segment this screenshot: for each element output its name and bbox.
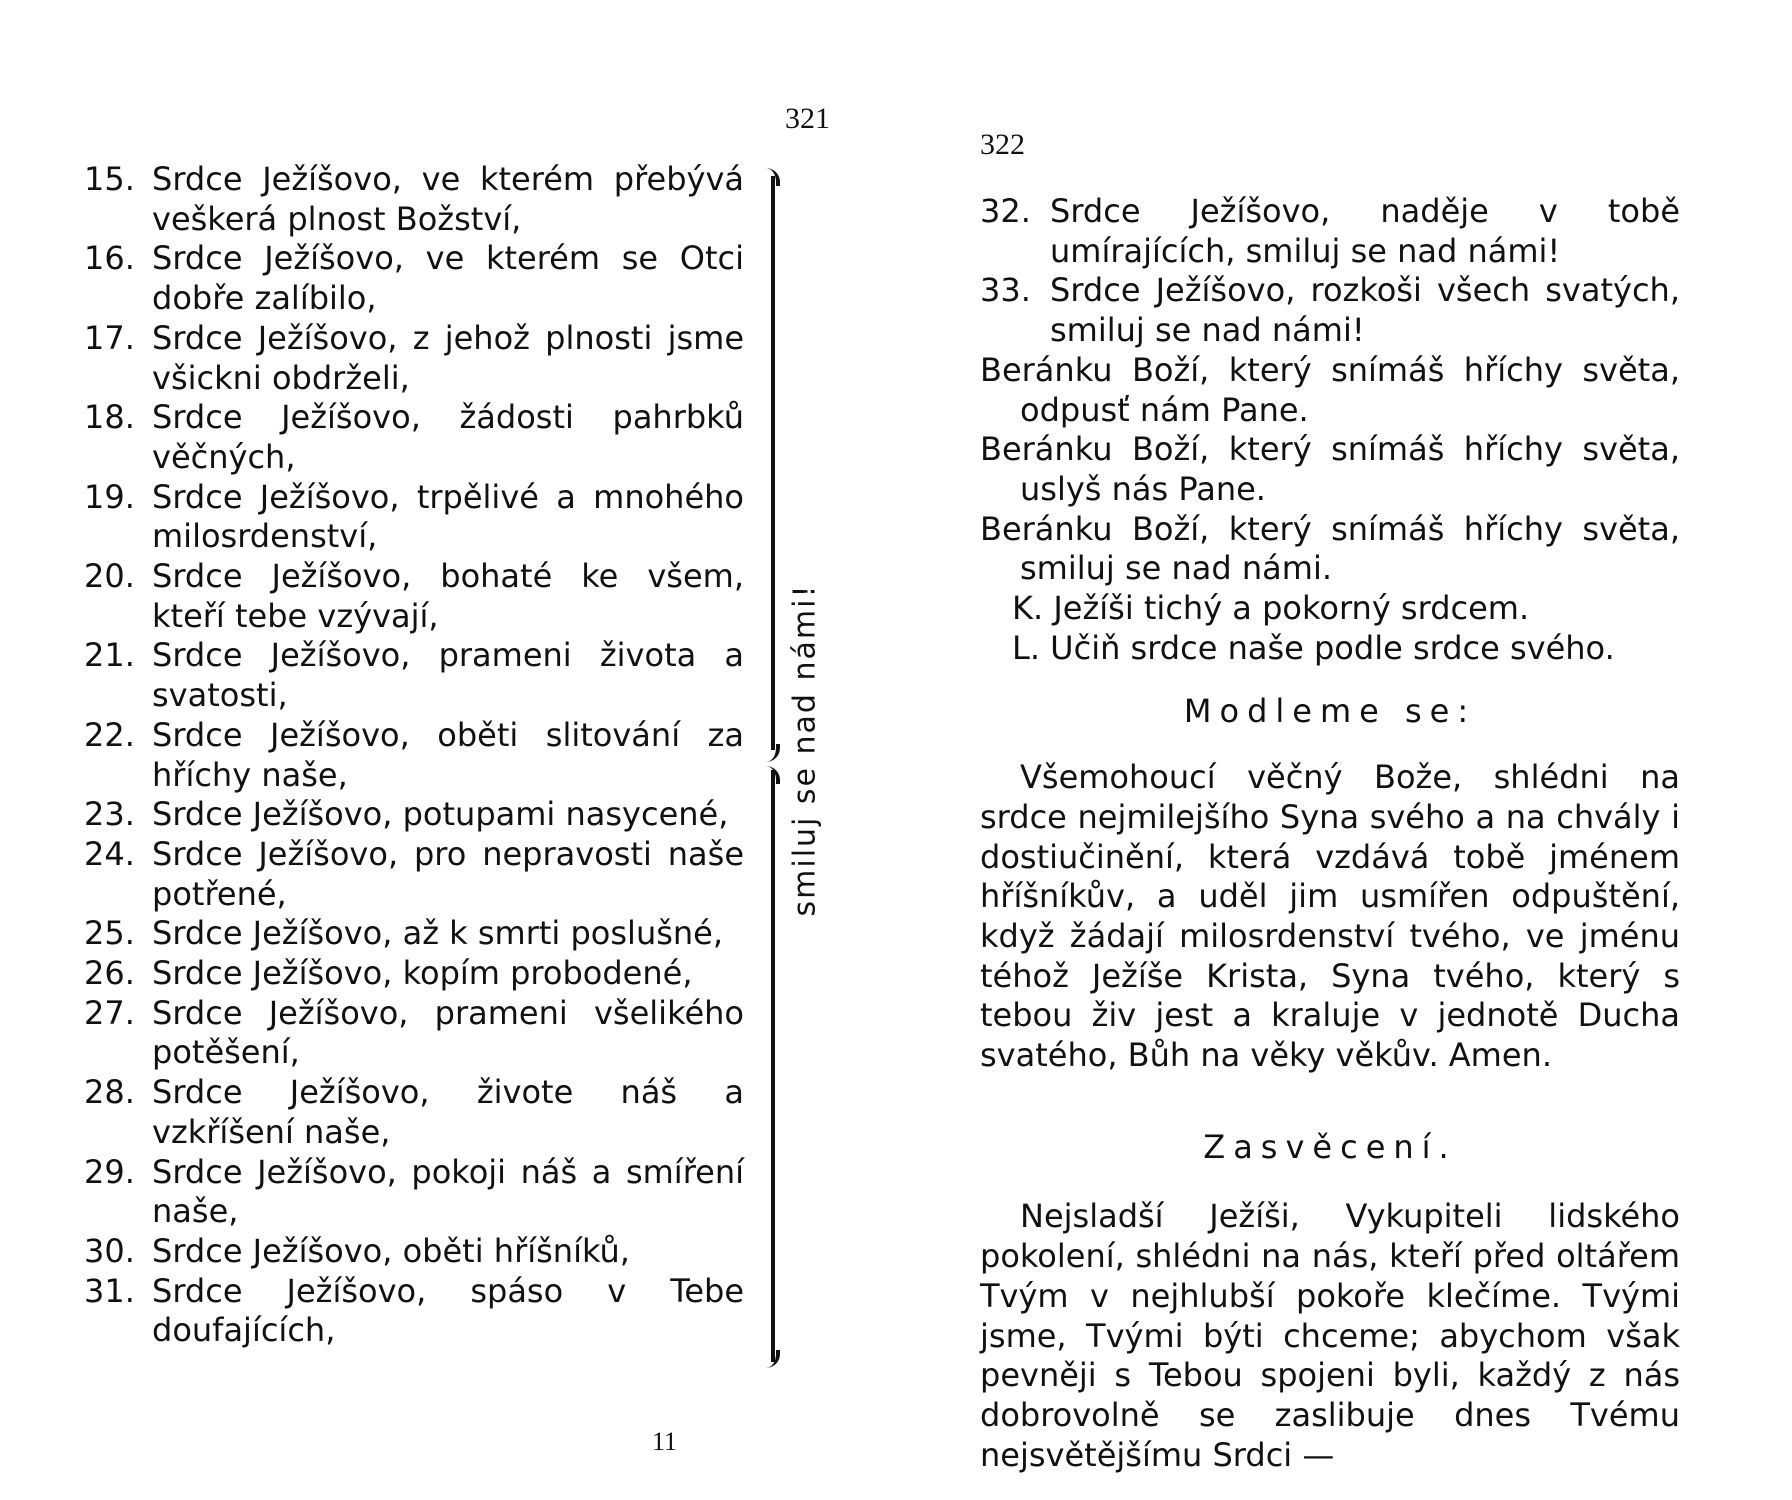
invocation-number: 27.: [84, 993, 135, 1032]
invocation-item: [84, 557, 744, 636]
consecration-heading: Zasvěcení.: [1203, 1127, 1457, 1166]
invocation-text: Srdce Ježíšovo, ve kterém přebývá veškerá plnost Božství,: [152, 160, 744, 238]
invocation-item: [84, 914, 744, 954]
invocation-text: Srdce Ježíšovo, až k smrti poslušné,: [152, 914, 724, 953]
invocation-item: [84, 954, 744, 994]
invocation-number: 20.: [84, 557, 135, 596]
invocation-text: Srdce Ježíšovo, pokoji náš a smíření naše,: [152, 1152, 744, 1231]
invocation-text: Srdce Ježíšovo, kopím probodené,: [152, 954, 693, 993]
prayer-paragraph: Všemohoucí věčný Bože, shlédni na srdce nejmilejšího Syna svého a na chvály i dostiučinění, která vzdává tobě jménem hříšníkův, a uděl jim usmířen odpuštění, když žádají milosrdenství tvého, ve jménu téhož Ježíše Krista, Syna tvého, který s tebou živ jest a kraluje v jednotě Ducha svatého, Bůh na věky věkův. Amen.: [980, 758, 1680, 1075]
brace-middle-hook: [764, 744, 780, 762]
invocation-text: Srdce Ježíšovo, oběti slitování za hříchy naše,: [152, 715, 744, 794]
invocation-number: 24.: [84, 834, 135, 873]
invocation-item: [84, 835, 744, 914]
invocation-number: 32.: [980, 192, 1031, 230]
invocation-text: Srdce Ježíšovo, potupami nasycené,: [152, 795, 729, 834]
invocation-text: Srdce Ježíšovo, z jehož plnosti jsme všickni obdrželi,: [152, 318, 744, 397]
invocation-text: Srdce Ježíšovo, ve kterém se Otci dobře zalíbilo,: [152, 239, 744, 318]
invocation-number: 29.: [84, 1152, 135, 1191]
invocation-item: [84, 994, 744, 1073]
invocation-number: 28.: [84, 1073, 135, 1112]
invocation-text: Srdce Ježíšovo, trpělivé a mnohého milosrdenství,: [152, 477, 744, 556]
invocation-number: 22.: [84, 715, 135, 754]
invocation-text: Srdce Ježíšovo, živote náš a vzkříšení naše,: [152, 1073, 744, 1151]
invocation-item: [84, 1272, 744, 1351]
invocation-text: Srdce Ježíšovo, prameni všelikého potěšení,: [152, 993, 744, 1072]
invocation-text: Srdce Ježíšovo, rozkoši všech svatých, smiluj se nad námi!: [1050, 271, 1680, 350]
invocation-number: 15.: [84, 160, 135, 198]
invocation-number: 18.: [84, 398, 135, 437]
invocation-item: [84, 398, 744, 477]
page-number: 322: [980, 128, 1025, 161]
litany-list: [84, 160, 744, 1351]
invocation-number: 19.: [84, 477, 135, 516]
left-page: [0, 0, 880, 1500]
invocation-item: [84, 239, 744, 318]
versicle: K. Ježíši tichý a pokorný srdcem.: [1012, 589, 1530, 628]
signature-mark: 11: [652, 1427, 678, 1456]
consecration-paragraph: Nejsladší Ježíši, Vykupiteli lidského pokolení, shlédni na nás, kteří před oltářem Tvým v nejhlubší pokoře klečíme. Tvými jsme, Tvými býti chceme; abychom však pevněji s Tebou spojeni byli, každý z nás dobrovolně se zaslibuje dnes Tvému nejsvětějšímu Srdci —: [980, 1197, 1680, 1474]
invocation-text: Srdce Ježíšovo, žádosti pahrbků věčných,: [152, 398, 744, 476]
invocation-number: 16.: [84, 239, 135, 278]
invocation-number: 26.: [84, 954, 135, 993]
brace-bottom-hook: [764, 1350, 780, 1368]
invocation-item: [84, 1073, 744, 1152]
brace-line-lower: [771, 770, 775, 1362]
invocation-item: [84, 478, 744, 557]
litany-response: smiluj se nad námi!: [787, 583, 823, 917]
invocation-number: 23.: [84, 795, 135, 834]
invocation-item: [84, 160, 744, 239]
invocation-number: 21.: [84, 636, 135, 675]
invocation-number: 30.: [84, 1231, 135, 1270]
invocation-text: Srdce Ježíšovo, pro nepravosti naše potřené,: [152, 834, 744, 913]
invocation-text: Srdce Ježíšovo, bohaté ke všem, kteří tebe vzývají,: [152, 557, 744, 635]
invocation-number: 25.: [84, 914, 135, 953]
invocation-item: [84, 716, 744, 795]
invocation-item: [980, 271, 1680, 350]
brace-line-upper: [771, 176, 775, 750]
invocation-number: 17.: [84, 318, 135, 357]
invocation-item: [84, 636, 744, 715]
invocation-item: [980, 192, 1680, 271]
invocation-item: [84, 795, 744, 835]
agnus-dei-line: Beránku Boží, který snímáš hříchy světa, uslyš nás Pane.: [980, 430, 1680, 508]
invocation-number: 33.: [980, 271, 1031, 310]
right-column: [980, 192, 1680, 1475]
invocation-text: Srdce Ježíšovo, spáso v Tebe doufajících,: [152, 1271, 744, 1350]
response: L. Učiň srdce naše podle srdce svého.: [1012, 628, 1615, 667]
prayer-heading: Modleme se:: [1183, 692, 1477, 731]
right-page: [940, 0, 1792, 1500]
invocation-text: Srdce Ježíšovo, prameni života a svatosti,: [152, 636, 744, 715]
invocation-item: [84, 1153, 744, 1232]
invocation-item: [84, 1232, 744, 1272]
agnus-dei-line: Beránku Boží, který snímáš hříchy světa, smiluj se nad námi.: [980, 509, 1680, 588]
invocation-text: Srdce Ježíšovo, oběti hříšníků,: [152, 1231, 630, 1270]
invocation-number: 31.: [84, 1271, 135, 1310]
agnus-dei-line: Beránku Boží, který snímáš hříchy světa, odpusť nám Pane.: [980, 350, 1680, 429]
page-number: 321: [785, 102, 830, 135]
invocation-item: [84, 319, 744, 398]
invocation-text: Srdce Ježíšovo, naděje v tobě umírajících, smiluj se nad námi!: [1050, 192, 1680, 270]
